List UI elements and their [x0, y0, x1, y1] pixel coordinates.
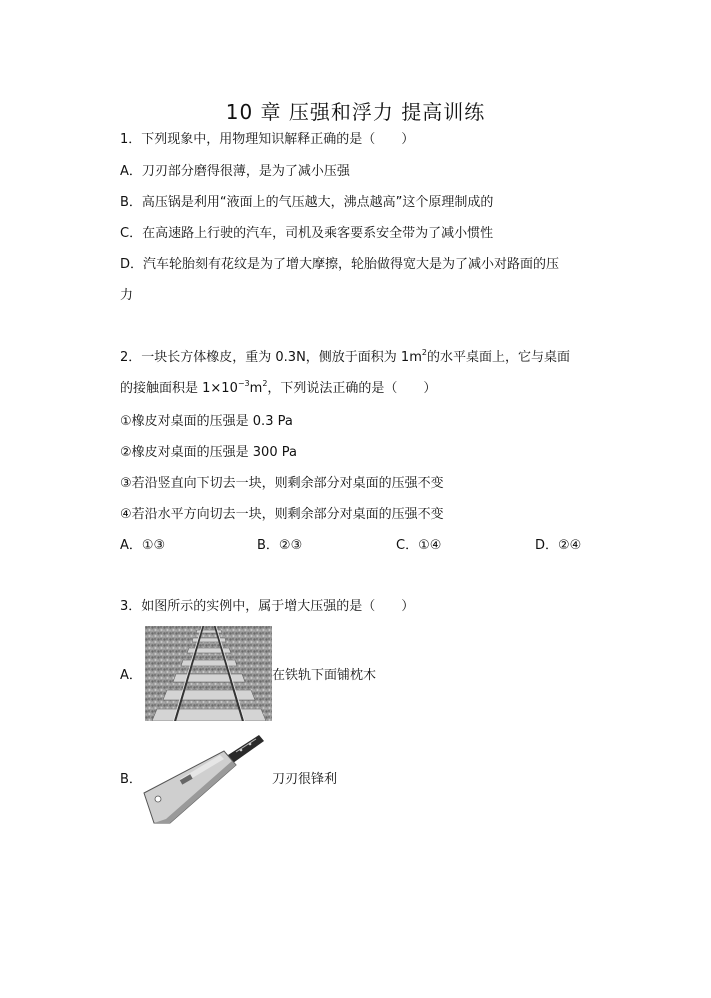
q1-option-d: D．汽车轮胎刻有花纹是为了增大摩擦，轮胎做得宽大是为了减小对路面的压	[120, 257, 560, 272]
q2-exponent: 2	[262, 379, 268, 388]
q2-stem-part: 的接触面积是 1×10	[120, 381, 238, 396]
q2-option-a: A．①③	[120, 538, 166, 553]
q2-stem-part: ，下列说法正确的是（ ）	[267, 381, 437, 396]
page-title: 10 章 压强和浮力 提高训练	[225, 100, 486, 124]
q1-option-d-cont: 力	[120, 288, 134, 303]
q3-option-b-text: 刀刃很锋利	[272, 772, 338, 787]
q3-option-a-label: A．	[120, 668, 142, 683]
q1-stem: 1．下列现象中，用物理知识解释正确的是（ ）	[120, 132, 415, 147]
q1-option-a: A．刀刃部分磨得很薄，是为了减小压强	[120, 164, 350, 179]
q2-stem-part: 的水平桌面上，它与桌面	[426, 350, 570, 365]
q2-option-d: D．②④	[535, 538, 582, 553]
q2-option-c: C．①④	[396, 538, 442, 553]
q3-stem: 3．如图所示的实例中，属于增大压强的是（ ）	[120, 599, 415, 614]
q2-statement-4: ④若沿水平方向切去一块，则剩余部分对桌面的压强不变	[120, 507, 444, 522]
q2-stem-part: 2．一块长方体橡皮，重为 0.3N，侧放于面积为 1m	[120, 350, 422, 365]
q2-exponent: 2	[421, 348, 427, 357]
q2-stem-line2	[120, 380, 436, 398]
q2-exponent: −3	[237, 379, 250, 388]
q3-option-b-label: B．	[120, 772, 142, 787]
q2-stem-part: m	[249, 381, 263, 396]
cleaver-knife-image	[140, 733, 270, 825]
q2-statement-3: ③若沿竖直向下切去一块，则剩余部分对桌面的压强不变	[120, 476, 444, 491]
q3-option-a-text: 在铁轨下面铺枕木	[272, 668, 377, 683]
railway-track-image	[145, 626, 272, 721]
q2-statement-2: ②橡皮对桌面的压强是 300 Pa	[120, 445, 297, 460]
q1-option-b: B．高压锅是利用“液面上的气压越大，沸点越高”这个原理制成的	[120, 195, 494, 210]
q2-option-b: B．②③	[257, 538, 303, 553]
q2-statement-1: ①橡皮对桌面的压强是 0.3 Pa	[120, 414, 293, 429]
q2-stem-line1	[120, 349, 570, 367]
q1-option-c: C．在高速路上行驶的汽车，司机及乘客要系安全带为了减小惯性	[120, 226, 494, 241]
